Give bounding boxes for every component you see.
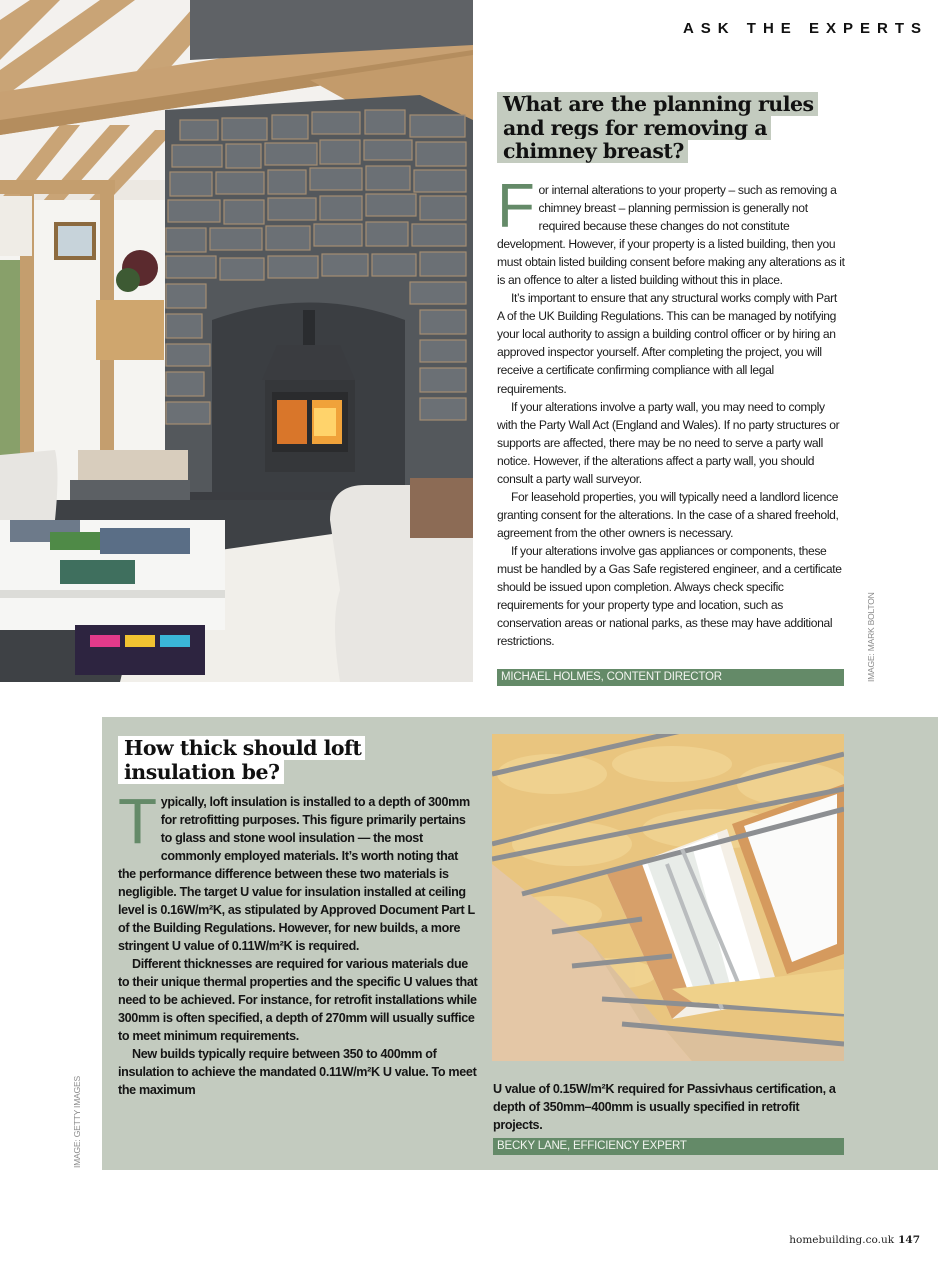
article1-paragraph [497,172,845,289]
image-credit-mark-bolton: IMAGE: MARK BOLTON [866,592,876,682]
article1-headline [497,93,837,164]
paragraph-text: or internal alterations to your property – such as removing a chimney breast – planning permission is generally not required because these changes do not constitute development. However, if your property is a listed building, then you must obtain listed building consent before making any alterations as it is an offence to alter a listed building without this in place. [497,183,845,288]
paragraph-text: ypically, loft insulation is installed to a depth of 300mm for retrofitting purposes. This figure primarily pertains to glass and stone wool insulation — the most commonly employed materials. It’s worth noting that the performance difference between these two materials is negligible. The target U value for insulation installed at ceiling level is 0.16W/m²K, as stipulated by Approved Document Part L of the Building Regulations. However, for new builds, a more stringent U value of 0.11W/m²K is required. [118,795,475,953]
article1-headline-line: What are the planning rules [497,92,818,116]
article2-paragraph: Different thicknesses are required for various materials due to their unique thermal properties and the specific U values that need to be achieved. For instance, for retrofit installations while 300mm is often specified, a depth of 270mm will usually suffice to meet minimum requirements. [118,957,478,1043]
dropcap: T [118,785,157,857]
article1-headline-line: chimney breast? [497,139,688,163]
loft-insulation-photo [492,734,844,1061]
dropcap: F [497,172,535,241]
fireplace-photo [0,0,473,682]
article2-byline-bar [493,1138,844,1155]
article1-paragraph: If your alterations involve a party wall, you may need to comply with the Party Wall Act (England and Wales). If no party structures or supports are affected, there may be no need to serve a party wall notice. However, if the alterations affect a party wall, you should consult a party wall surveyor. [497,399,840,486]
page-footer [789,1234,920,1246]
section-label: ASK THE EXPERTS [682,20,928,37]
article1-paragraph: It’s important to ensure that any structural works comply with Part A of the UK Building Regulations. This can be managed by notifying your local authority to assign a building control officer or by hiring an approved inspector yourself. After completing the project, you will receive a certificate confirming compliance with all legal requirements. [497,291,837,396]
article2-paragraph: New builds typically require between 350 to 400mm of insulation to achieve the mandated 0.11W/m²K U value. To meet the maximum [118,1047,477,1097]
article2-byline: BECKY LANE, EFFICIENCY EXPERT [493,1138,844,1155]
article2-continuation: U value of 0.15W/m²K required for Passivhaus certification, a depth of 350mm–400mm is usually specified in retrofit projects. [493,1082,836,1132]
article1-byline: MICHAEL HOLMES, CONTENT DIRECTOR [497,669,844,686]
loft-illustration [492,734,844,1061]
article2-headline-line: insulation be? [118,760,284,784]
article2-body [118,785,478,1099]
article2-paragraph [118,785,478,955]
article1-body [497,172,845,650]
article2-headline-line: How thick should loft [118,736,365,760]
image-credit-getty-images: IMAGE: GETTY IMAGES [72,1076,82,1168]
page-number: 147 [898,1234,920,1246]
article2-headline [118,737,418,784]
article1-headline-line: and regs for removing a [497,116,771,140]
footer-site-link[interactable]: homebuilding.co.uk [789,1234,895,1246]
fireplace-illustration [0,0,473,682]
article1-paragraph: For leasehold properties, you will typically need a landlord licence granting consent for the alterations. In the case of a shared freehold, agreement from the other owners is necessary. [497,489,839,540]
article1-byline-bar [497,669,844,686]
article1-paragraph: If your alterations involve gas appliances or components, these must be handled by a Gas Safe registered engineer, and a certificate should be issued upon completion. Always check specific requirements for your property type and location, such as conservation areas or national parks, as these may have additional restrictions. [497,543,842,649]
